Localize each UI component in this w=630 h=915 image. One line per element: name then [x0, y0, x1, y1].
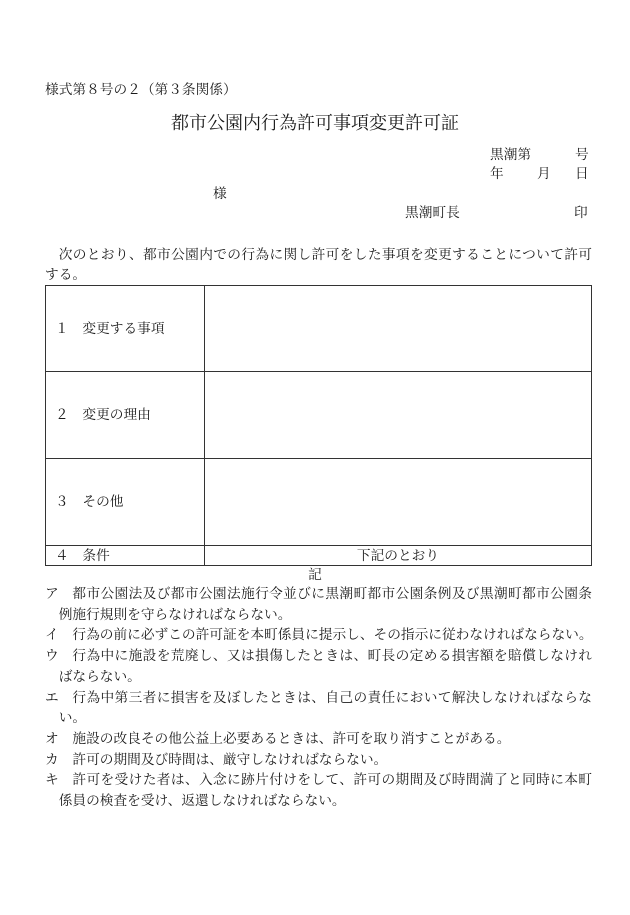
seal-mark: 印 [574, 205, 588, 221]
list-item-line: 例施行規則を守らなければならない。 [58, 606, 292, 623]
list-item-label: エ [45, 689, 59, 706]
conditions-list [45, 584, 592, 812]
list-item-label: ウ [45, 648, 59, 665]
date-day-label: 日 [575, 166, 589, 182]
list-item [45, 688, 592, 729]
list-item-label: キ [45, 772, 59, 789]
addressee-honorific: 様 [213, 186, 227, 202]
list-item-line: 許可を受けた者は、入念に跡片付けをして、許可の期間及び時間満了と同時に本町 [72, 772, 592, 789]
list-item-line: 係員の検査を受け、返還しなければならない。 [58, 793, 346, 810]
intro-line: 次のとおり、都市公園内での行為に関し許可をした事項を変更することについて許可 [58, 247, 592, 263]
document-number-suffix: 号 [575, 147, 589, 163]
list-item-line: ばならない。 [58, 668, 141, 685]
list-item-line: 都市公園法及び都市公園法施行令並びに黒潮町都市公園条例及び黒潮町都市公園条 [72, 586, 592, 602]
row-label-conditions: ４ 条件 [46, 546, 205, 565]
row-value-conditions: 下記のとおり [356, 547, 440, 564]
document-number-prefix: 黒潮第 [490, 147, 532, 163]
notes-heading: 記 [308, 567, 322, 583]
list-item-label: ア [45, 586, 59, 602]
list-item-label: カ [45, 751, 59, 768]
row-value-change-reason [205, 372, 591, 459]
issuer-name: 黒潮町長 [405, 205, 460, 221]
list-item-line: 許可の期間及び時間は、厳守しなければならない。 [72, 751, 388, 768]
permit-table [45, 285, 592, 566]
date-month-label: 月 [537, 166, 551, 182]
list-item-label: オ [45, 730, 59, 747]
form-number: 様式第８号の２（第３条関係） [45, 82, 237, 98]
row-label-changed-items: １ 変更する事項 [46, 286, 205, 372]
row-value-other [205, 459, 591, 546]
row-label-change-reason: ２ 変更の理由 [46, 372, 205, 459]
list-item-label: イ [45, 627, 59, 644]
intro-line: する。 [45, 266, 87, 283]
list-item [45, 646, 592, 687]
list-item-line: 行為中第三者に損害を及ぼしたときは、自己の責任において解決しなければならな [72, 689, 592, 706]
row-label-other: ３ その他 [46, 459, 205, 546]
list-item [45, 584, 592, 625]
intro-paragraph [45, 246, 592, 285]
list-item [45, 625, 592, 646]
list-item [45, 729, 592, 750]
date-year-label: 年 [490, 166, 504, 182]
row-value-changed-items [205, 286, 591, 372]
list-item-line: い。 [58, 710, 87, 727]
list-item-line: 行為中に施設を荒廃し、又は損傷したときは、町長の定める損害額を賠償しなけれ [72, 648, 592, 665]
list-item-line: 行為の前に必ずこの許可証を本町係員に提示し、その指示に従わなければならない。 [72, 627, 593, 644]
list-item-line: 施設の改良その他公益上必要あるときは、許可を取り消すことがある。 [72, 730, 511, 747]
list-item [45, 750, 592, 771]
document-title: 都市公園内行為許可事項変更許可証 [171, 113, 459, 134]
list-item [45, 770, 592, 811]
